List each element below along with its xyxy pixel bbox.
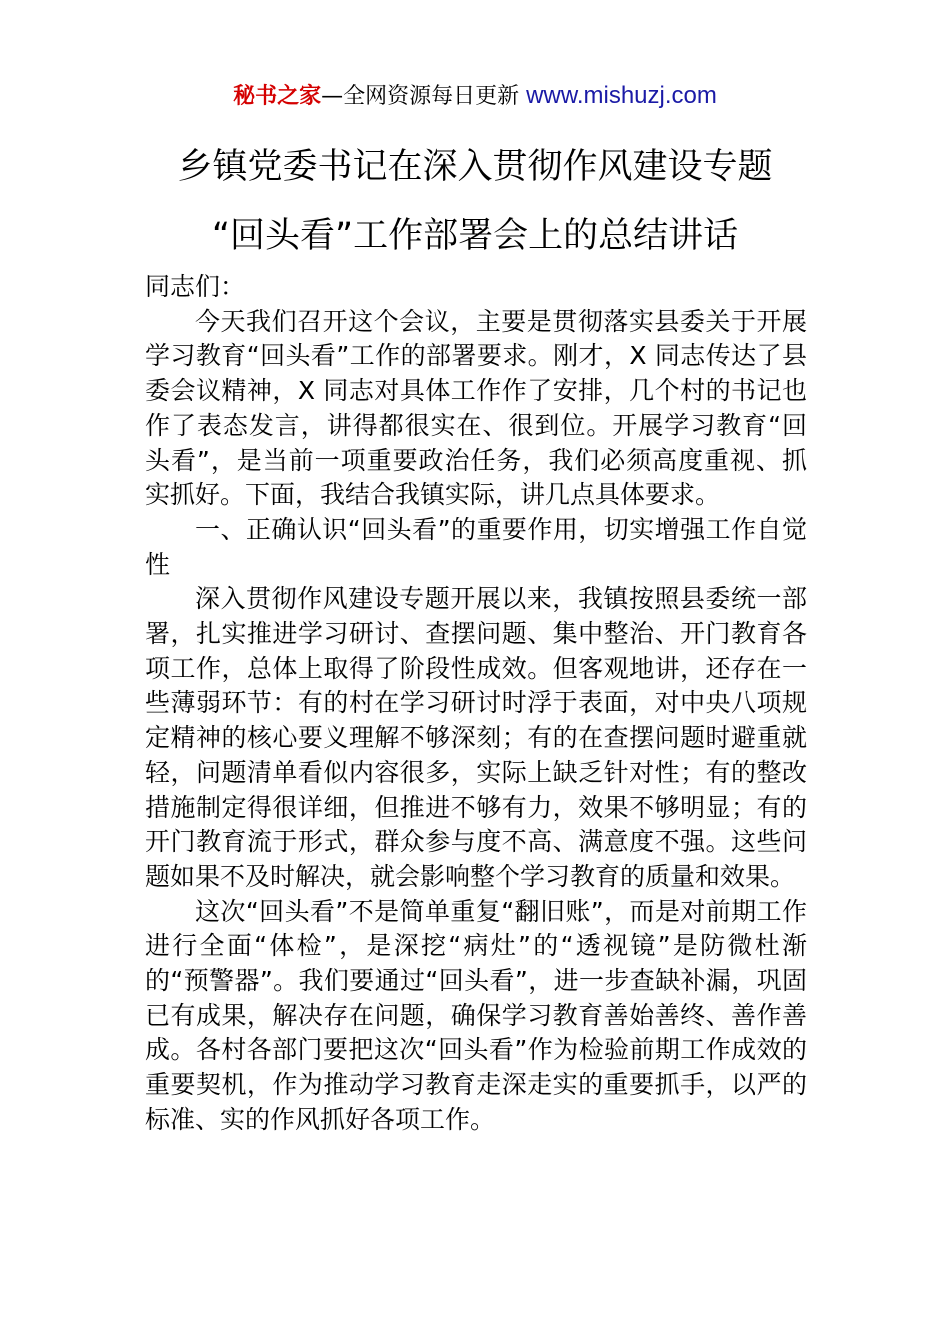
document-title-line-2: “回头看”工作部署会上的总结讲话 [211, 216, 739, 256]
site-slogan: —全网资源每日更新 [321, 84, 527, 109]
site-url-link[interactable]: www.mishuzj.com [526, 82, 717, 109]
paragraph-problems: 深入贯彻作风建设专题开展以来，我镇按照县委统一部署，扎实推进学习研讨、查摆问题、集中整治、开门教育各项工作，总体上取得了阶段性成效。但客观地讲，还存在一些薄弱环节：有的村在学习研讨时浮于表面，对中央八项规定精神的核心要义理解不够深刻；有的在查摆问题时避重就轻，问题清单看似内容很多，实际上缺乏针对性；有的整改措施制定得很详细，但推进不够有力，效果不够明显；有的开门教育流于形式，群众参与度不高、满意度不强。这些问题如果不及时解决，就会影响整个学习教育的质量和效果。 [145, 584, 807, 891]
paragraph-purpose: 这次“回头看”不是简单重复“翻旧账”，而是对前期工作进行全面“体检”，是深挖“病灶”的“透视镜”是防微杜渐的“预警器”。我们要通过“回头看”，进一步查缺补漏，巩固已有成果，解决存在问题，确保学习教育善始善终、善作善成。各村各部门要把这次“回头看”作为检验前期工作成效的重要契机，作为推动学习教育走深走实的重要抓手，以严的标准、实的作风抓好各项工作。 [145, 896, 807, 1134]
site-brand: 秘书之家 [233, 84, 322, 109]
salutation: 同志们： [145, 272, 246, 301]
document-body [145, 270, 807, 1138]
paragraph-intro: 今天我们召开这个会议，主要是贯彻落实县委关于开展学习教育“回头看”工作的部署要求。刚才，X 同志传达了县委会议精神，X 同志对具体工作作了安排，几个村的书记也作了表态发言，讲得都很实在、很到位。开展学习教育“回头看”，是当前一项重要政治任务，我们必须高度重视、抓实抓好。下面，我结合我镇实际，讲几点具体要求。 [145, 306, 807, 510]
document-title-line-1: 乡镇党委书记在深入贯彻作风建设专题 [177, 147, 773, 187]
section-heading-1: 一、正确认识“回头看”的重要作用，切实增强工作自觉性 [145, 514, 807, 579]
site-header [0, 80, 950, 113]
